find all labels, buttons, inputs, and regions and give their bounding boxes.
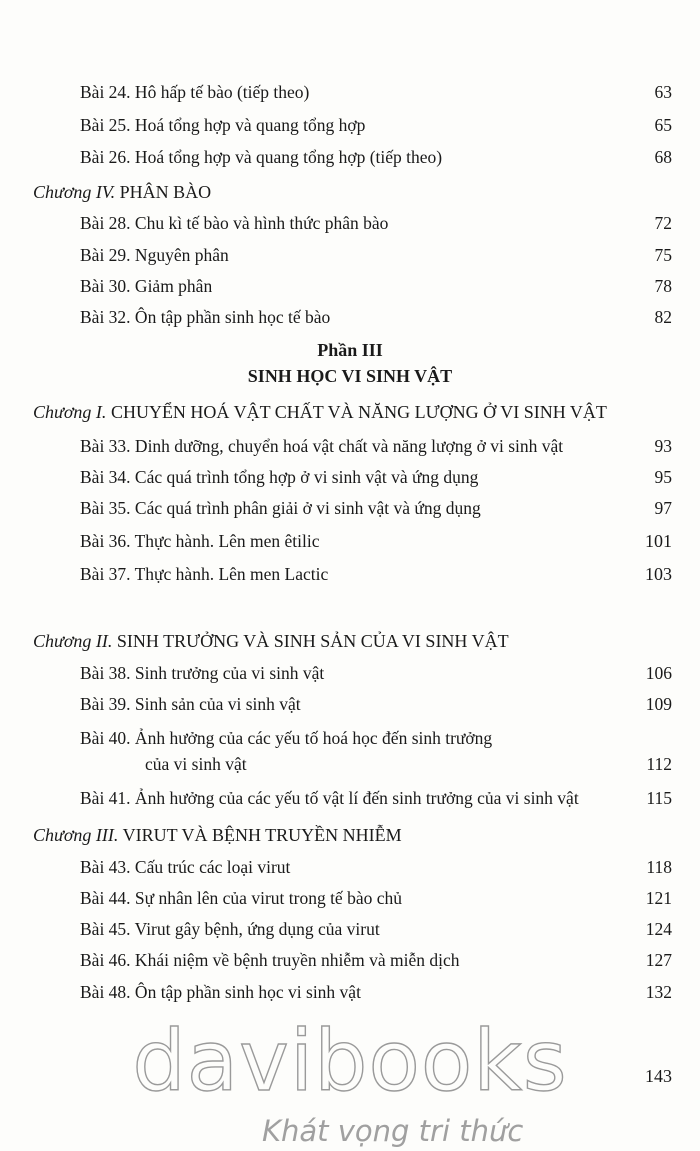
lesson-entry-title: Bài 26. Hoá tổng hợp và quang tổng hợp (tiếp theo) <box>80 147 443 167</box>
lesson-page-number: 78 <box>654 276 672 296</box>
lesson-entry-title: Bài 24. Hô hấp tế bào (tiếp theo) <box>80 82 310 102</box>
lesson-entry-title: Bài 30. Giảm phân <box>80 276 213 296</box>
chapter-title: SINH TRƯỞNG VÀ SINH SẢN CỦA VI SINH VẬT <box>116 631 509 651</box>
chapter-heading <box>33 402 607 423</box>
lesson-entry-title: Bài 33. Dinh dưỡng, chuyển hoá vật chất và năng lượng ở vi sinh vật <box>80 436 564 456</box>
watermark-logo: davibooks <box>132 1012 568 1110</box>
lesson-page-number: 95 <box>654 467 672 487</box>
lesson-entry-title: Bài 29. Nguyên phân <box>80 245 229 265</box>
lesson-entry-title: Bài 32. Ôn tập phần sinh học tế bào <box>80 307 331 327</box>
lesson-page-number: 132 <box>645 982 672 1002</box>
lesson-page-number: 121 <box>645 888 672 908</box>
lesson-entry-title: Bài 41. Ảnh hưởng của các yếu tố vật lí đến sinh trưởng của vi sinh vật <box>80 788 579 808</box>
watermark-tagline: Khát vọng tri thức <box>262 1114 524 1148</box>
lesson-entry-title: của vi sinh vật <box>145 754 247 774</box>
part-heading: Phần III <box>317 340 383 360</box>
lesson-entry-title: Bài 34. Các quá trình tổng hợp ở vi sinh vật và ứng dụng <box>80 467 479 487</box>
chapter-heading <box>33 182 211 203</box>
chapter-title: VIRUT VÀ BỆNH TRUYỀN NHIỄM <box>122 825 402 845</box>
lesson-entry-title: Bài 45. Virut gây bệnh, ứng dụng của virut <box>80 919 380 939</box>
lesson-entry-title: Bài 35. Các quá trình phân giải ở vi sinh vật và ứng dụng <box>80 498 481 518</box>
lesson-entry-title: Bài 36. Thực hành. Lên men êtilic <box>80 531 320 551</box>
lesson-page-number: 97 <box>654 498 672 518</box>
lesson-entry-title: Bài 38. Sinh trưởng của vi sinh vật <box>80 663 325 683</box>
lesson-page-number: 65 <box>654 115 672 135</box>
part-heading: SINH HỌC VI SINH VẬT <box>247 366 453 386</box>
lesson-page-number: 68 <box>654 147 672 167</box>
lesson-page-number: 106 <box>645 663 672 683</box>
lesson-entry-title: Bài 37. Thực hành. Lên men Lactic <box>80 564 329 584</box>
lesson-page-number: 112 <box>646 754 672 774</box>
page-number: 143 <box>645 1066 672 1086</box>
lesson-entry-title: Bài 44. Sự nhân lên của virut trong tế bào chủ <box>80 888 402 908</box>
lesson-entry-title: Bài 48. Ôn tập phần sinh học vi sinh vật <box>80 982 361 1002</box>
lesson-page-number: 82 <box>654 307 672 327</box>
lesson-entry-title: Bài 28. Chu kì tế bào và hình thức phân bào <box>80 213 389 233</box>
lesson-page-number: 115 <box>646 788 672 808</box>
chapter-title: PHÂN BÀO <box>119 182 212 202</box>
lesson-page-number: 124 <box>645 919 672 939</box>
chapter-label: Chương III. <box>33 825 119 845</box>
chapter-title: CHUYỂN HOÁ VẬT CHẤT VÀ NĂNG LƯỢNG Ở VI SINH VẬT <box>110 402 607 422</box>
chapter-label: Chương I. <box>33 402 107 422</box>
lesson-entry-title: Bài 43. Cấu trúc các loại virut <box>80 857 291 877</box>
lesson-page-number: 127 <box>645 950 672 970</box>
chapter-heading <box>33 825 402 846</box>
lesson-page-number: 63 <box>654 82 672 102</box>
lesson-page-number: 103 <box>645 564 672 584</box>
lesson-page-number: 109 <box>645 694 672 714</box>
lesson-entry-title: Bài 46. Khái niệm về bệnh truyền nhiễm và miễn dịch <box>80 950 460 970</box>
lesson-page-number: 118 <box>646 857 672 877</box>
chapter-label: Chương II. <box>33 631 113 651</box>
lesson-entry-title: Bài 40. Ảnh hưởng của các yếu tố hoá học đến sinh trưởng <box>80 728 493 748</box>
lesson-entry-title: Bài 25. Hoá tổng hợp và quang tổng hợp <box>80 115 366 135</box>
chapter-heading <box>33 631 509 652</box>
lesson-page-number: 101 <box>645 531 672 551</box>
lesson-page-number: 75 <box>654 245 672 265</box>
lesson-page-number: 72 <box>654 213 672 233</box>
lesson-page-number: 93 <box>654 436 672 456</box>
lesson-entry-title: Bài 39. Sinh sản của vi sinh vật <box>80 694 301 714</box>
chapter-label: Chương IV. <box>33 182 116 202</box>
